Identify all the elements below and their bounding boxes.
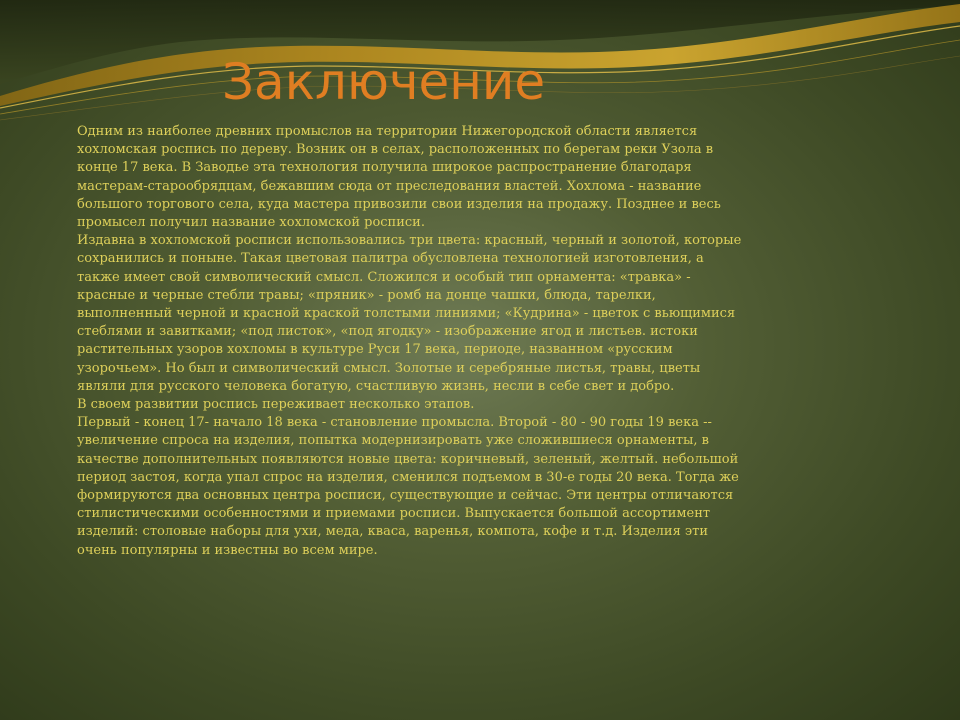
paragraph-history: Одним из наиболее древних промыслов на территории Нижегородской области является хохломская роспись по дереву. Возник он в селах, расположенных по берегам реки Узола в конце 17 века. В Заводье эта технология получила широкое распространение благодаря мастерам-старообрядцам, бежавшим сюда от преследования властей. Хохлома - название большого торгового села, куда мастера привозили свои изделия на продажу. Позднее и весь промысел получил название хохломской росписи. <box>77 124 721 231</box>
paragraph-colors-ornament: Издавна в хохломской росписи использовались три цвета: красный, черный и золотой, которые сохранились и поныне. Такая цветовая палитра обусловлена технологией изготовления, а также имеет свой символический смысл. Сложился и особый тип орнамента: «травка» - красные и черные стебли травы; «пряник» - ромб на донце чашки, блюда, тарелки, выполненный черной и красной краской толстыми линиями; «Кудрина» - цветок с вьющимися стеблями и завитками; «под листок», «под ягодку» - изображение ягод и листьев. истоки растительных узоров хохломы в культуре Руси 17 века, периоде, названном «русским узорочьем». Но был и символический смысл. Золотые и серебряные листья, травы, цветы являли для русского человека богатую, счастливую жизнь, несли в себе свет и добро. <box>77 233 742 394</box>
slide-body-text <box>77 123 742 560</box>
slide-title: Заключение <box>222 53 546 111</box>
paragraph-stages-intro: В своем развитии роспись переживает несколько этапов. <box>77 397 475 413</box>
paragraph-stages: Первый - конец 17- начало 18 века - становление промысла. Второй - 80 - 90 годы 19 века -- увеличение спроса на изделия, попытка модернизировать уже сложившиеся орнаменты, в качестве дополнительных появляются новые цвета: коричневый, зеленый, желтый. небольшой период застоя, когда упал спрос на изделия, сменился подъемом в 30-е годы 20 века. Тогда же формируются два основных центра росписи, существующие и сейчас. Эти центры отличаются стилистическими особенностями и приемами росписи. Выпускается большой ассортимент изделий: столовые наборы для ухи, меда, кваса, варенья, компота, кофе и т.д. Изделия эти очень популярны и известны во всем мире. <box>77 415 739 558</box>
